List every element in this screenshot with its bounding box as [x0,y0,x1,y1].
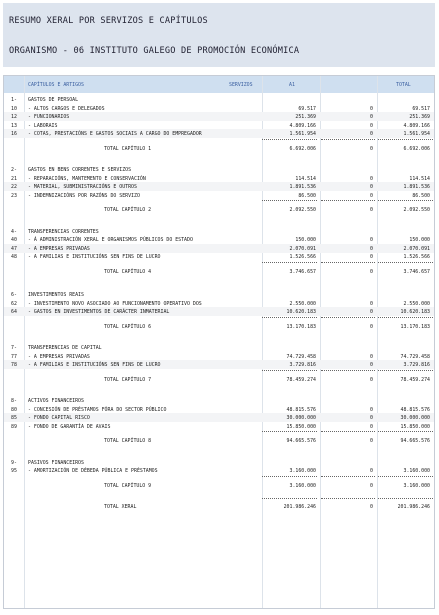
a1-value: 1.526.566 [289,254,316,260]
grand-total-value: 201.986.246 [397,504,430,510]
subtotal-rule [262,317,317,318]
subtotal-rule [378,476,433,477]
total-value: 150.000 [409,237,430,243]
a1-value: 10.620.183 [286,309,316,315]
table-row [4,129,434,138]
chapter-total-value: 13.170.183 [400,323,430,330]
total-value: 1.891.536 [403,184,430,190]
article-code: 85 [11,415,17,421]
total-value: 30.000.000 [400,415,430,421]
a1-value: 1.891.536 [289,184,316,190]
article-code: 64 [11,309,17,315]
subtotal-rule [321,262,375,263]
article-description: - Á ADMINISTRACIÓN XERAL E ORGANISMOS PÚBLICOS DO ESTADO [28,237,193,243]
chapter-code: 1- [11,97,17,103]
column-header-a1: A1 [289,82,295,88]
chapter-total-a1: 2.092.550 [289,207,316,213]
chapter-name: INVESTIMENTOS REAIS [28,292,84,298]
table-row [4,360,434,369]
chapter-name: TRANSFERENCIAS CORRENTES [28,228,99,235]
article-code: 22 [11,184,17,190]
chapter-total-value: 2.092.550 [403,207,430,213]
chapter-total-label: TOTAL CAPÍTULO 2 [104,207,152,213]
table-row [4,252,434,261]
services-value: 0 [370,192,373,199]
total-value: 3.160.000 [403,468,430,474]
services-value: 0 [370,114,373,120]
services-value: 0 [370,245,373,252]
total-value: 114.514 [409,175,430,182]
subtotal-rule [321,431,375,432]
article-code: 95 [11,468,17,474]
services-value: 0 [370,131,373,137]
chapter-total-services: 0 [370,438,373,444]
a1-value: 15.850.000 [286,423,316,430]
chapter-total-services: 0 [370,323,373,330]
subtotal-rule [262,262,317,263]
table-row [4,191,434,200]
services-value: 0 [370,309,373,315]
article-description: - INVESTIMENTO NOVO ASOCIADO AO FUNCIONAMENTO OPERATIVO DOS [28,300,202,307]
chapter-code: 2- [11,167,17,173]
chapter-total-a1: 6.692.006 [289,145,316,152]
article-code: 77 [11,353,17,360]
a1-value: 3.160.000 [289,468,316,474]
grand-total-row [4,502,434,511]
services-value: 0 [370,353,373,360]
article-code: 78 [11,362,17,368]
subtotal-rule [378,200,433,201]
table-body [4,93,434,608]
services-value: 0 [370,362,373,368]
chapter-name: TRANSFERENCIAS DE CAPITAL [28,345,102,351]
subtotal-rule [321,476,375,477]
article-code: 40 [11,237,17,243]
chapter-total-row [4,375,434,384]
total-value: 3.729.816 [403,362,430,368]
chapter-total-a1: 94.665.576 [286,438,316,444]
chapter-total-services: 0 [370,145,373,152]
chapter-total-label: TOTAL CAPÍTULO 8 [104,438,152,444]
article-description: - LABORAIS [28,122,58,129]
services-value: 0 [370,423,373,430]
chapter-code: 4- [11,228,17,235]
chapter-total-a1: 3.160.000 [289,482,316,489]
subtotal-rule [262,200,317,201]
chapter-total-row [4,267,434,276]
total-value: 15.850.000 [400,423,430,430]
subtotal-rule [262,476,317,477]
article-description: - A FAMILIAS E INSTITUCIÓNS SEN FINS DE LUCRO [28,362,161,368]
article-description: - MATERIAL, SUBMINISTRACIÓNS E OUTROS [28,184,137,190]
column-header-row [4,76,434,93]
chapter-total-row [4,205,434,214]
article-code: 12 [11,114,17,120]
a1-value: 30.000.000 [286,415,316,421]
chapter-total-a1: 3.746.657 [289,268,316,275]
chapter-total-label: TOTAL CAPÍTULO 7 [104,376,152,383]
chapter-total-a1: 78.459.274 [286,376,316,383]
services-value: 0 [370,468,373,474]
article-description: - COTAS, PRESTACIÓNS E GASTOS SOCIAIS A CARGO DO EMPREGADOR [28,131,202,137]
chapter-total-label: TOTAL CAPÍTULO 1 [104,145,152,152]
a1-value: 86.500 [298,192,316,199]
article-code: 62 [11,300,17,307]
total-value: 4.809.166 [403,122,430,129]
budget-table [3,75,435,609]
article-code: 48 [11,254,17,260]
chapter-total-services: 0 [370,482,373,489]
total-value: 69.517 [412,105,430,112]
total-value: 74.729.458 [400,353,430,360]
chapter-total-services: 0 [370,268,373,275]
a1-value: 69.517 [298,105,316,112]
services-value: 0 [370,122,373,129]
organism-title: ORGANISMO - 06 INSTITUTO GALEGO DE PROMOCIÓN ECONÓMICA [9,46,300,56]
chapter-total-a1: 13.170.183 [286,323,316,330]
subtotal-rule [262,431,317,432]
chapter-total-row [4,481,434,490]
total-value: 1.561.954 [403,131,430,137]
chapter-total-value: 6.692.006 [403,145,430,152]
article-description: - REPARACIÓNS, MANTEMENTO E CONSERVACIÓN [28,175,146,182]
chapter-total-value: 3.746.657 [403,268,430,275]
total-value: 2.070.091 [403,245,430,252]
chapter-name: PASIVOS FINANCEIROS [28,459,84,466]
a1-value: 1.561.954 [289,131,316,137]
services-value: 0 [370,184,373,190]
column-header-total: TOTAL [396,82,411,88]
report-header [3,3,435,67]
article-description: - INDEMNIZACIÓNS POR RAZÓNS DO SERVIZO [28,192,140,199]
subtotal-rule [262,139,317,140]
chapter-name: GASTOS EN BENS CORRENTES E SERVIZOS [28,167,132,173]
subtotal-rule [378,262,433,263]
article-description: - AMORTIZACIÓN DE DÉBEDA PÚBLICA E PRÉSTAMOS [28,468,158,474]
article-code: 10 [11,105,17,112]
chapter-total-services: 0 [370,207,373,213]
chapter-code: 8- [11,398,17,404]
article-code: 89 [11,423,17,430]
chapter-code: 9- [11,459,17,466]
article-description: - CONCESIÓN DE PRÉSTAMOS FÓRA DO SECTOR PÚBLICO [28,406,167,413]
grand-total-label: TOTAL XERAL [104,504,137,510]
article-code: 23 [11,192,17,199]
article-description: - FONDO CAPITAL RISCO [28,415,90,421]
table-row [4,307,434,316]
a1-value: 4.809.166 [289,122,316,129]
article-code: 21 [11,175,17,182]
article-description: - A EMPRESAS PRIVADAS [28,245,90,252]
services-value: 0 [370,300,373,307]
subtotal-rule [378,317,433,318]
chapter-total-label: TOTAL CAPÍTULO 4 [104,268,152,275]
a1-value: 251.369 [295,114,316,120]
table-row [4,422,434,431]
services-value: 0 [370,175,373,182]
chapter-total-value: 78.459.274 [400,376,430,383]
column-header-services: SERVIZOS [229,82,253,88]
services-value: 0 [370,105,373,112]
chapter-name: ACTIVOS FINANCEIROS [28,398,84,404]
chapter-total-services: 0 [370,376,373,383]
a1-value: 48.815.576 [286,406,316,413]
services-value: 0 [370,237,373,243]
a1-value: 114.514 [295,175,316,182]
article-description: - GASTOS EN INVESTIMENTOS DE CARÁCTER INMATERIAL [28,309,170,315]
a1-value: 3.729.816 [289,362,316,368]
chapter-total-label: TOTAL CAPÍTULO 6 [104,323,152,330]
total-value: 10.620.183 [400,309,430,315]
total-value: 251.369 [409,114,430,120]
total-value: 2.550.000 [403,300,430,307]
article-code: 16 [11,131,17,137]
grand-total-services: 0 [370,504,373,510]
services-value: 0 [370,406,373,413]
subtotal-rule [321,139,375,140]
column-header-chapters: CAPÍTULOS E ARTIGOS [28,82,84,88]
a1-value: 2.070.091 [289,245,316,252]
subtotal-rule [321,498,375,499]
table-row [4,466,434,475]
subtotal-rule [321,317,375,318]
subtotal-rule [378,370,433,371]
chapter-total-row [4,144,434,153]
subtotal-rule [262,498,317,499]
total-value: 48.815.576 [400,406,430,413]
article-description: - FONDO DE GARANTÍA DE AVAIS [28,423,111,430]
chapter-code: 7- [11,345,17,351]
chapter-code: 6- [11,292,17,298]
chapter-total-row [4,322,434,331]
article-code: 47 [11,245,17,252]
a1-value: 150.000 [295,237,316,243]
subtotal-rule [378,431,433,432]
grand-total-a1: 201.986.246 [283,504,316,510]
chapter-total-row [4,436,434,445]
article-description: - A EMPRESAS PRIVADAS [28,353,90,360]
total-value: 86.500 [412,192,430,199]
total-value: 1.526.566 [403,254,430,260]
a1-value: 2.550.000 [289,300,316,307]
chapter-total-label: TOTAL CAPÍTULO 9 [104,482,152,489]
chapter-total-value: 3.160.000 [403,482,430,489]
subtotal-rule [378,139,433,140]
subtotal-rule [262,370,317,371]
services-value: 0 [370,254,373,260]
subtotal-rule [321,370,375,371]
article-description: - FUNCIONARIOS [28,114,70,120]
chapter-name: GASTOS DE PERSOAL [28,97,79,103]
article-description: - ALTOS CARGOS E DELEGADOS [28,105,105,112]
report-title: RESUMO XERAL POR SERVIZOS E CAPÍTULOS [9,16,208,26]
subtotal-rule [378,498,433,499]
subtotal-rule [321,200,375,201]
chapter-total-value: 94.665.576 [400,438,430,444]
article-code: 80 [11,406,17,413]
a1-value: 74.729.458 [286,353,316,360]
services-value: 0 [370,415,373,421]
article-description: - A FAMILIAS E INSTITUCIÓNS SEN FINS DE LUCRO [28,254,161,260]
article-code: 13 [11,122,17,129]
